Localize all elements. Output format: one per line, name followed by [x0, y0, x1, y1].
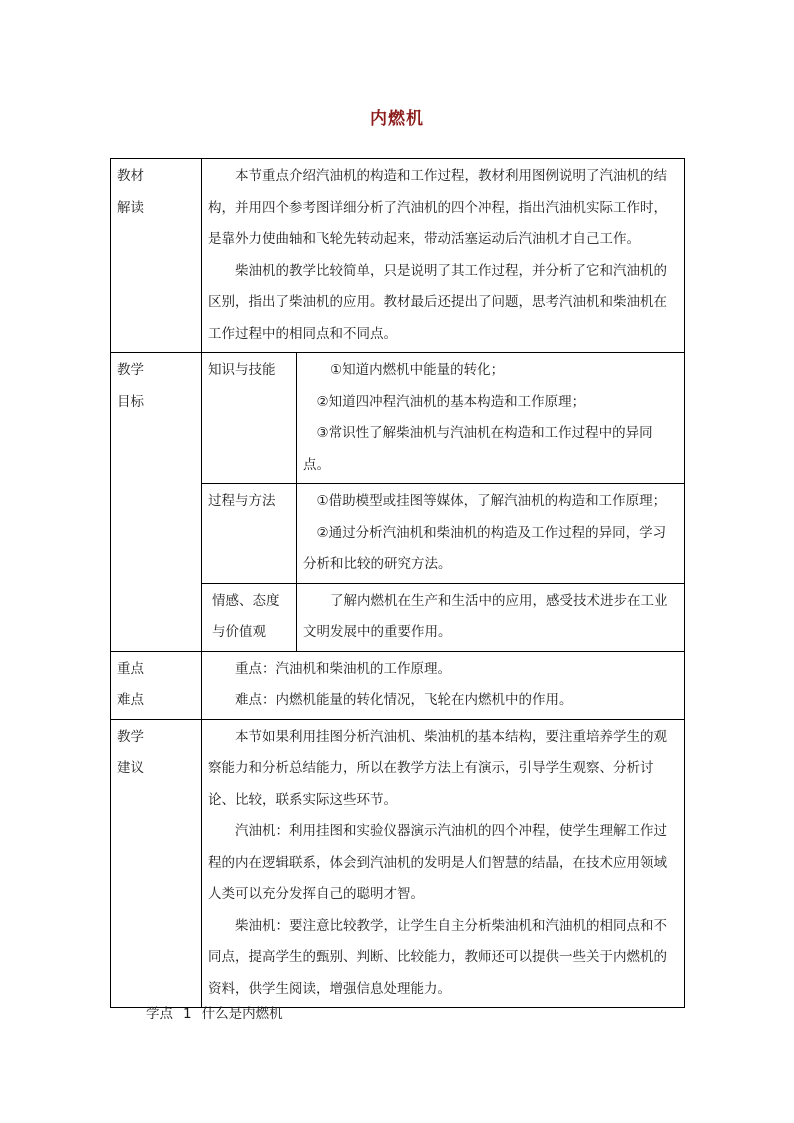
section-label: 学点 [146, 1006, 173, 1022]
list-item: ①知道内燃机中能量的转化； [330, 362, 505, 378]
table-row-objectives [111, 353, 685, 652]
table-row-suggestions [111, 719, 685, 1008]
table-row-textbook [111, 159, 685, 353]
list-item: ②知道四冲程汽油机的基本构造和工作原理； [316, 393, 586, 410]
table-row-key-points [111, 651, 685, 719]
section-items [297, 583, 685, 651]
section-name: 情感、态度与价值观 [202, 583, 297, 651]
row-label: 教学 目标 [111, 353, 202, 652]
paragraph: 重点：汽油机和柴油机的工作原理。 [235, 660, 451, 677]
list-item: ③常识性了解柴油机与汽油机在构造和工作过程中的异同点。 [303, 425, 653, 473]
objective-section [202, 353, 684, 484]
row-content [202, 159, 685, 353]
section-heading [146, 1002, 293, 1022]
objective-section [202, 484, 684, 584]
paragraph: 柴油机：要注意比较教学，让学生自主分析柴油机和汽油机的相同点和不同点，提高学生的甄别、判断、比较能力，教师还可以提供一些关于内燃机的资料，供学生阅读，增强信息处理能力。 [208, 917, 667, 997]
row-label: 重点 难点 [111, 651, 202, 719]
paragraph: 汽油机：利用挂图和实验仪器演示汽油机的四个冲程，使学生理解工作过程的内在逻辑联系，体会到汽油机的发明是人们智慧的结晶，在技术应用领域人类可以充分发挥自己的聪明才智。 [208, 823, 667, 902]
paragraph: 柴油机的教学比较简单，只是说明了其工作过程，并分析了它和汽油机的区别，指出了柴油机的应用。教材最后还提出了问题，思考汽油机和柴油机在工作过程中的相同点和不同点。 [208, 262, 667, 342]
row-content [202, 719, 685, 1008]
objectives-cell [202, 353, 685, 652]
section-title: 什么是内燃机 [201, 1006, 283, 1022]
row-label: 教学 建议 [111, 719, 202, 1008]
list-item: ②通过分析汽油机和柴油机的构造及工作过程的异同，学习分析和比较的研究方法。 [303, 524, 667, 572]
objective-section [202, 583, 684, 651]
paragraph: 本节重点介绍汽油机的构造和工作过程，教材利用图例说明了汽油机的结构，并用四个参考图详细分析了汽油机的四个冲程，指出汽油机实际工作时，是靠外力使曲轴和飞轮先转动起来，带动活塞运动后汽油机才自己工作。 [208, 168, 667, 247]
section-number: 1 [183, 1006, 192, 1022]
objectives-table [202, 353, 684, 651]
paragraph: 本节如果利用挂图分析汽油机、柴油机的基本结构，要注重培养学生的观察能力和分析总结能力，所以在教学方法上有演示，引导学生观察、分析讨论、比较，联系实际这些环节。 [208, 728, 667, 808]
paragraph: 难点：内燃机能量的转化情况，飞轮在内燃机中的作用。 [235, 692, 573, 708]
section-items [297, 484, 685, 584]
list-item: 了解内燃机在生产和生活中的应用，感受技术进步在工业文明发展中的重要作用。 [303, 592, 668, 640]
lesson-plan-table [110, 158, 685, 1008]
list-item: ①借助模型或挂图等媒体，了解汽油机的构造和工作原理； [316, 493, 667, 509]
page-title: 内燃机 [370, 109, 424, 129]
row-content [202, 651, 685, 719]
row-label: 教材 解读 [111, 159, 202, 353]
section-items [297, 353, 685, 484]
section-name: 知识与技能 [202, 353, 297, 484]
section-name: 过程与方法 [202, 484, 297, 584]
